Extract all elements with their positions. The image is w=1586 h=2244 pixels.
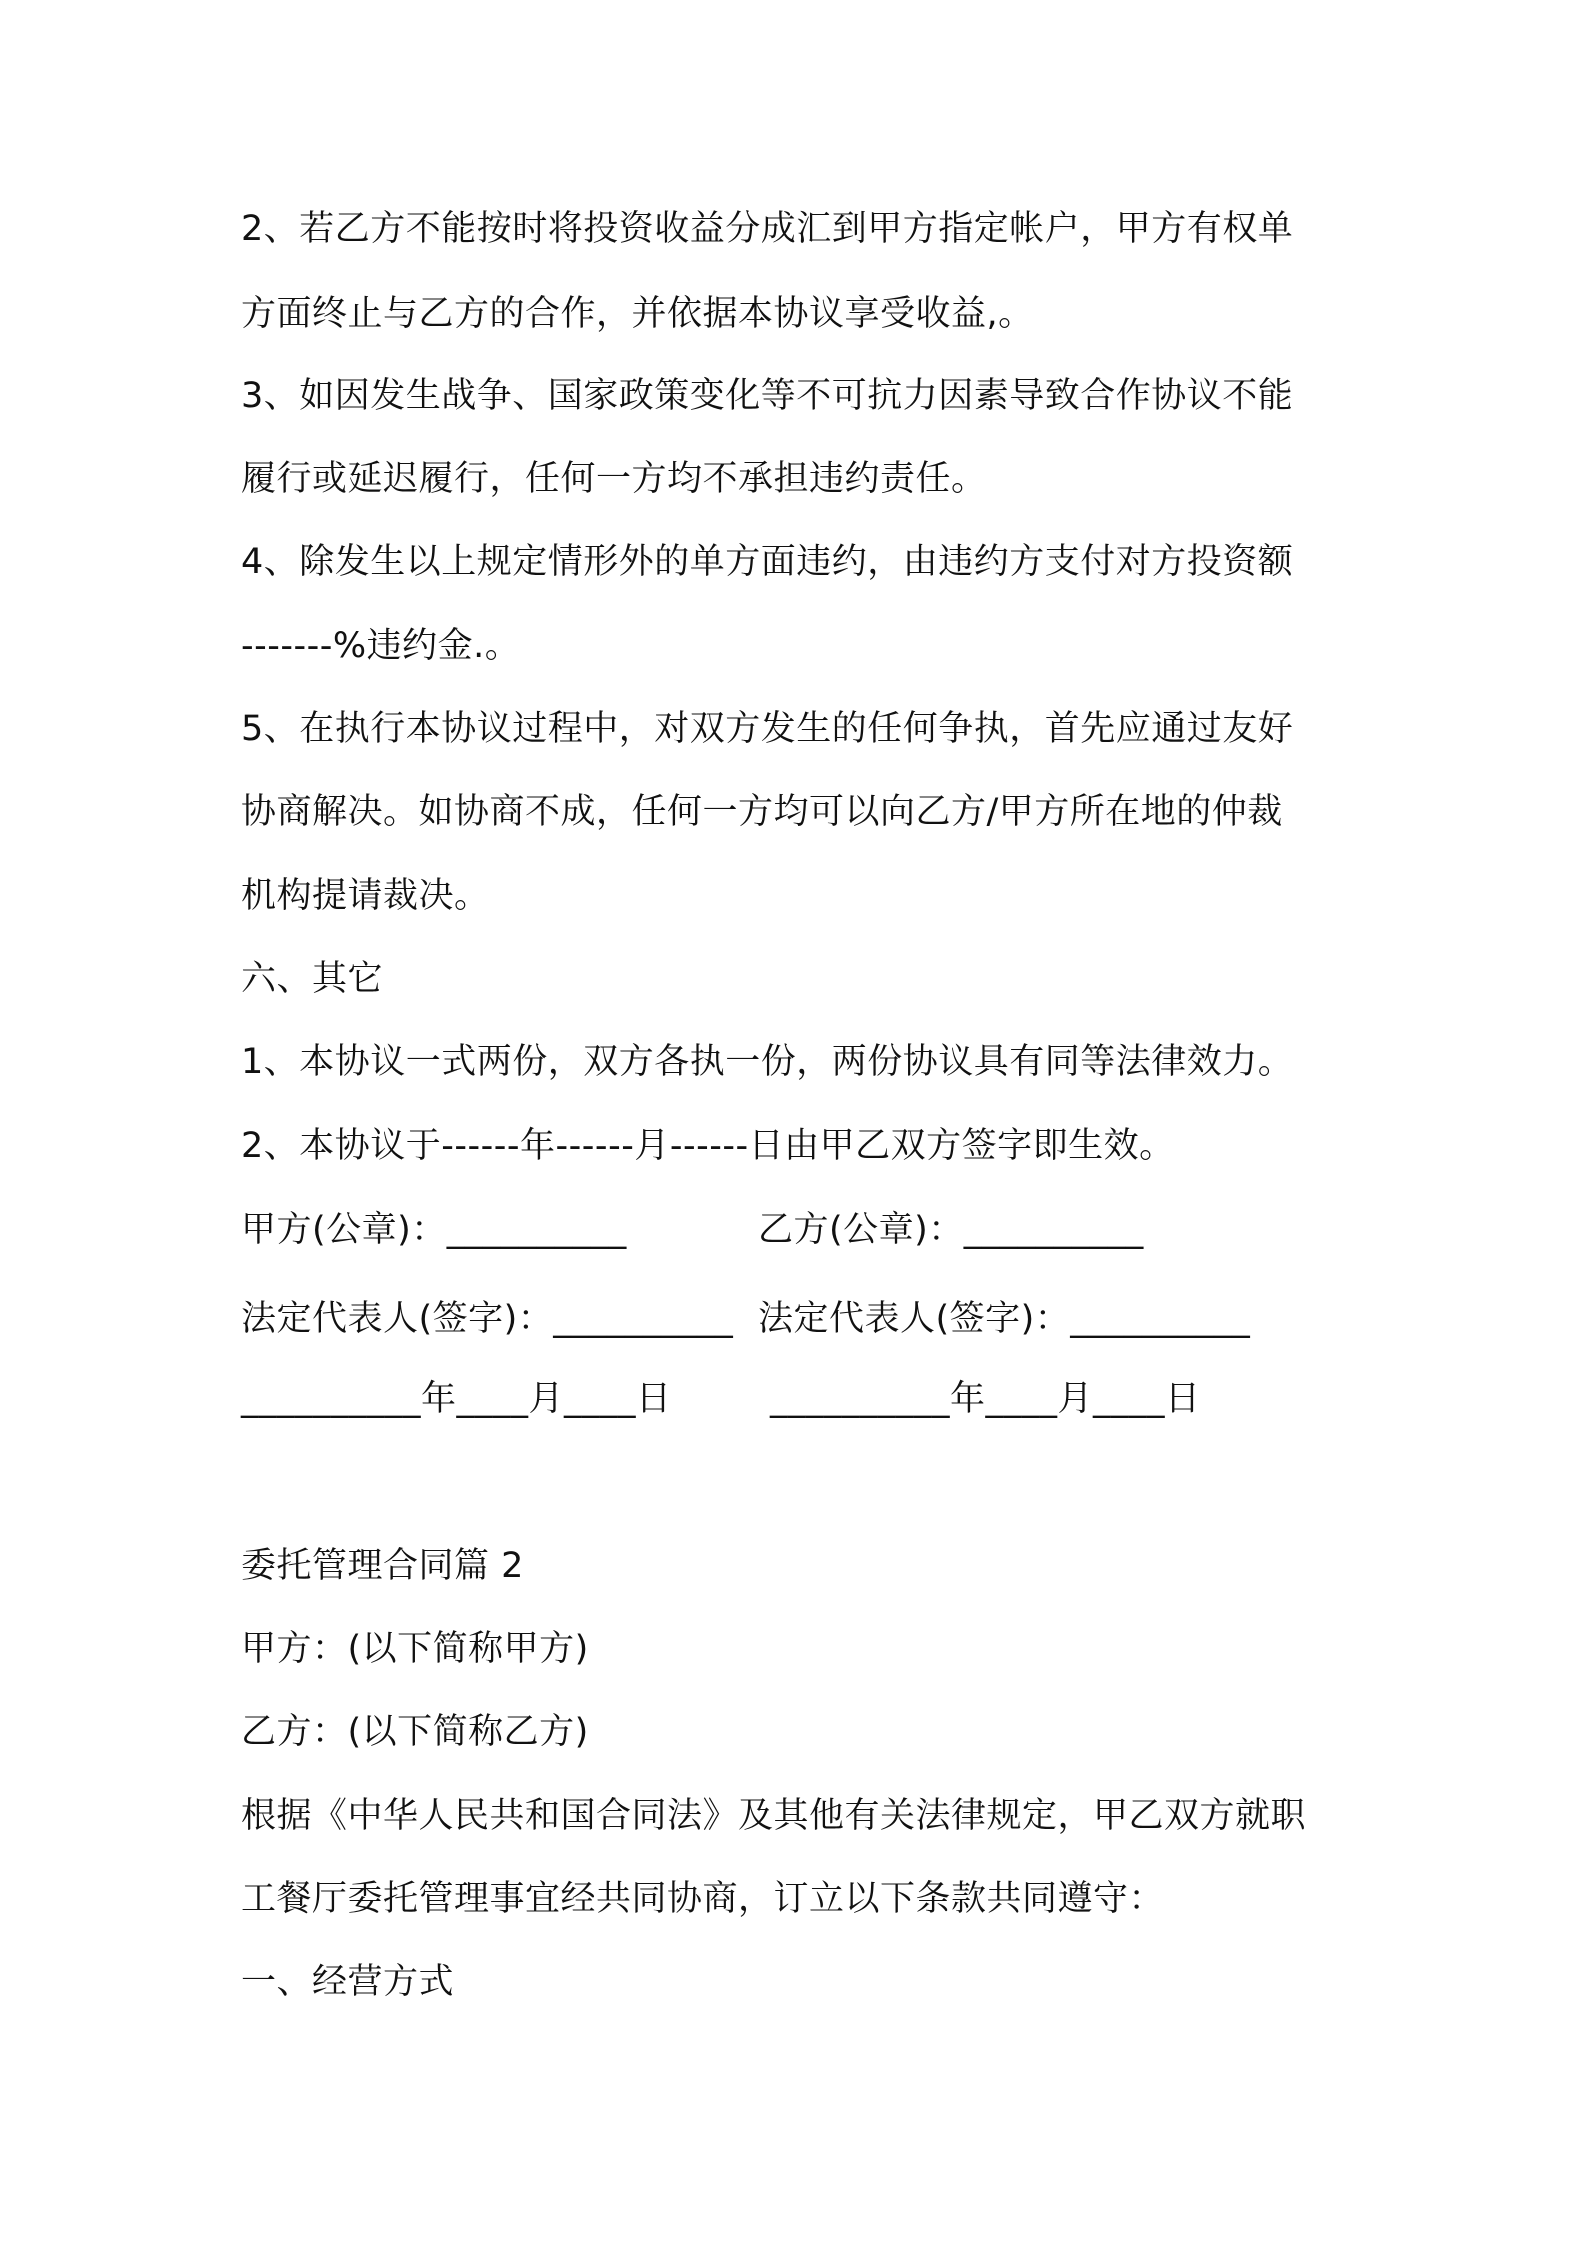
- contract-2-preamble-line-1: 根据《中华人民共和国合同法》及其他有关法律规定，甲乙双方就职: [241, 1796, 1307, 1836]
- contract-2-preamble-line-2: 工餐厅委托管理事宜经共同协商，订立以下条款共同遵守：: [241, 1879, 1165, 1919]
- clause-3-line-2: 履行或延迟履行，任何一方均不承担违约责任。: [241, 459, 987, 499]
- party-b-rep-line: 法定代表人(签字)：__________: [758, 1299, 1251, 1339]
- section-six-item-1: 1、本协议一式两份，双方各执一份，两份协议具有同等法律效力。: [241, 1042, 1294, 1082]
- clause-5-line-3: 机构提请裁决。: [241, 876, 490, 916]
- clause-3-line-1: 3、如因发生战争、国家政策变化等不可抗力因素导致合作协议不能: [241, 376, 1294, 416]
- party-a-rep-line: 法定代表人(签字)：__________: [241, 1299, 734, 1339]
- section-six-heading: 六、其它: [241, 959, 384, 999]
- party-a-seal-line: 甲方(公章)：__________: [241, 1210, 627, 1250]
- clause-4-line-2: -------%违约金.。: [241, 626, 521, 666]
- contract-2-section-one-heading: 一、经营方式: [241, 1962, 455, 2002]
- clause-5-line-2: 协商解决。如协商不成，任何一方均可以向乙方/甲方所在地的仲裁: [241, 792, 1283, 832]
- party-a-date-line: __________年____月____日: [241, 1379, 672, 1419]
- party-b-date-line: __________年____月____日: [770, 1379, 1201, 1419]
- clause-2-line-1: 2、若乙方不能按时将投资收益分成汇到甲方指定帐户，甲方有权单: [241, 209, 1294, 249]
- contract-2-title: 委托管理合同篇 2: [241, 1546, 524, 1586]
- clause-5-line-1: 5、在执行本协议过程中，对双方发生的任何争执，首先应通过友好: [241, 709, 1294, 749]
- clause-2-line-2: 方面终止与乙方的合作，并依据本协议享受收益,。: [241, 294, 1034, 334]
- clause-4-line-1: 4、除发生以上规定情形外的单方面违约，由违约方支付对方投资额: [241, 542, 1294, 582]
- contract-2-party-a: 甲方：(以下简称甲方): [241, 1629, 589, 1669]
- section-six-item-2: 2、本协议于------年------月------日由甲乙双方签字即生效。: [241, 1126, 1175, 1166]
- contract-2-party-b: 乙方：(以下简称乙方): [241, 1712, 589, 1752]
- party-b-seal-line: 乙方(公章)：__________: [758, 1210, 1144, 1250]
